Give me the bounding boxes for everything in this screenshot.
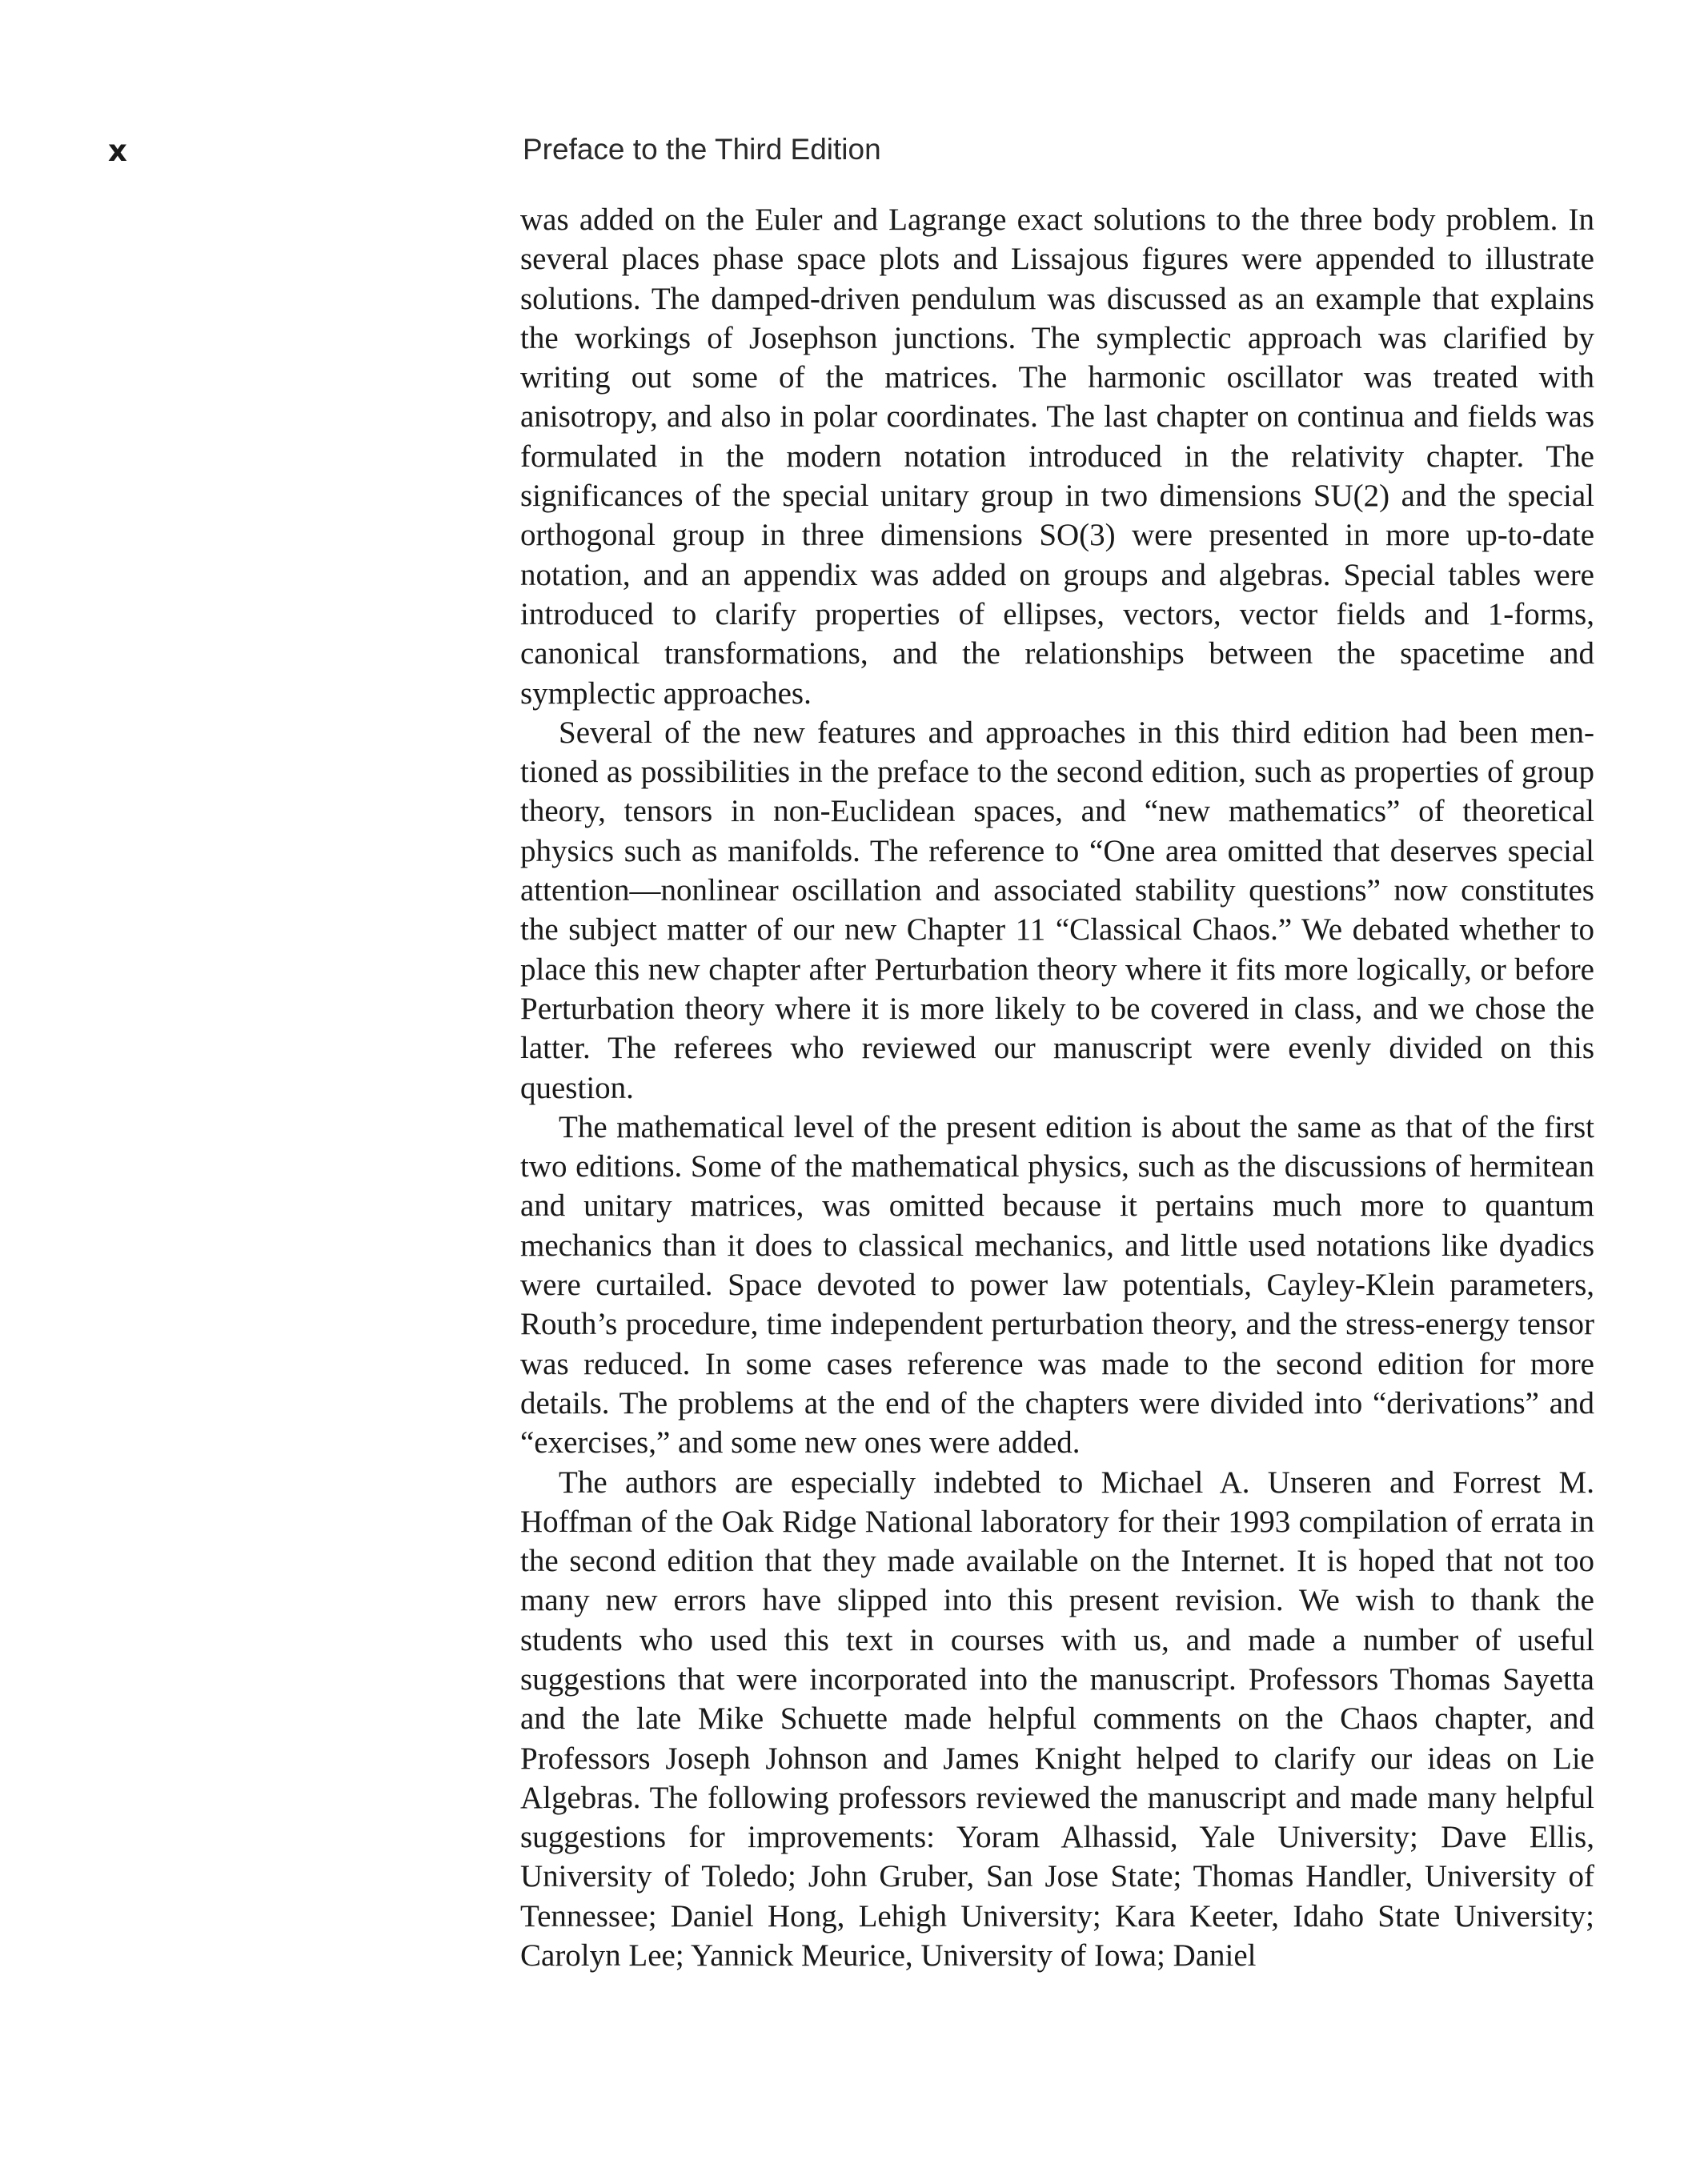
paragraph-4: The authors are especially indebted to Michael A. Unseren and Forrest M. Hoffman of the Oak Ridge National laboratory for their 1993 compilation of errata in the second edition that they made available on the Internet. It is hoped that not too many new errors have slipped into this present revision. We wish to thank the students who used this text in courses with us, and made a number of useful suggestions that were incorporated into the manuscript. Professors Thomas Sayetta and the late Mike Schuette made helpful comments on the Chaos chapter, and Professors Joseph Johnson and James Knight helped to clarify our ideas on Lie Algebras. The following professors reviewed the manuscript and made many helpful suggestions for improvements: Yoram Alhassid, Yale University; Dave Ellis, University of Toledo; John Gruber, San Jose State; Thomas Handler, University of Tennessee; Daniel Hong, Lehigh University; Kara Keeter, Idaho State University; Carolyn Lee; Yannick Meurice, University of Iowa; Daniel (520, 1465, 1594, 1974)
paragraph-2: Several of the new features and approaches in this third edition had been mentioned as possibilities in the preface to the second edition, such as properties of group theory, tensors in non-Euclidean spaces, and “new mathematics” of theoretical physics such as manifolds. The reference to “One area omitted that deserves special attention—nonlinear oscillation and associated stability questions” now constitutes the subject matter of our new Chapter 11 “Classical Chaos.” We debated whether to place this new chapter after Perturbation theory where it fits more logically, or before Perturbation theory where it is more likely to be covered in class, and we chose the latter. The referees who reviewed our manuscript were evenly divided on this question. (520, 715, 1594, 1105)
body-text (520, 200, 1594, 1975)
paragraph-1: was added on the Euler and Lagrange exact solutions to the three body problem. In several places phase space plots and Lissajous figures were appended to illustrate solutions. The damped-driven pendulum was discussed as an example that explains the workings of Josephson junctions. The symplectic approach was clarified by writing out some of the matrices. The harmonic oscillator was treated with anisotropy, and also in polar coordinates. The last chapter on continua and fields was formulated in the modern notation introduced in the relativity chapter. The significances of the special unitary group in two dimensions SU(2) and the special orthogonal group in three dimensions SO(3) were presented in more up-to-date notation, and an appendix was added on groups and algebras. Special tables were introduced to clarify properties of ellipses, vectors, vector fields and 1-forms, canonical transformations, and the relationships between the spacetime and symplectic approaches. (520, 202, 1594, 711)
page-number: x (108, 134, 127, 168)
running-head: Preface to the Third Edition (523, 133, 881, 166)
paragraph-3: The mathematical level of the present edition is about the same as that of the first two editions. Some of the mathematical physics, such as the discussions of hermitean and unitary matrices, was omitted because it pertains much more to quantum mechanics than it does to classical mechanics, and little used notations like dyadics were curtailed. Space devoted to power law potentials, Cayley-Klein parameters, Routh’s procedure, time independent perturbation theory, and the stress-energy tensor was reduced. In some cases reference was made to the second edition for more details. The problems at the end of the chapters were divided into “derivations” and “exercises,” and some new ones were added. (520, 1109, 1594, 1461)
